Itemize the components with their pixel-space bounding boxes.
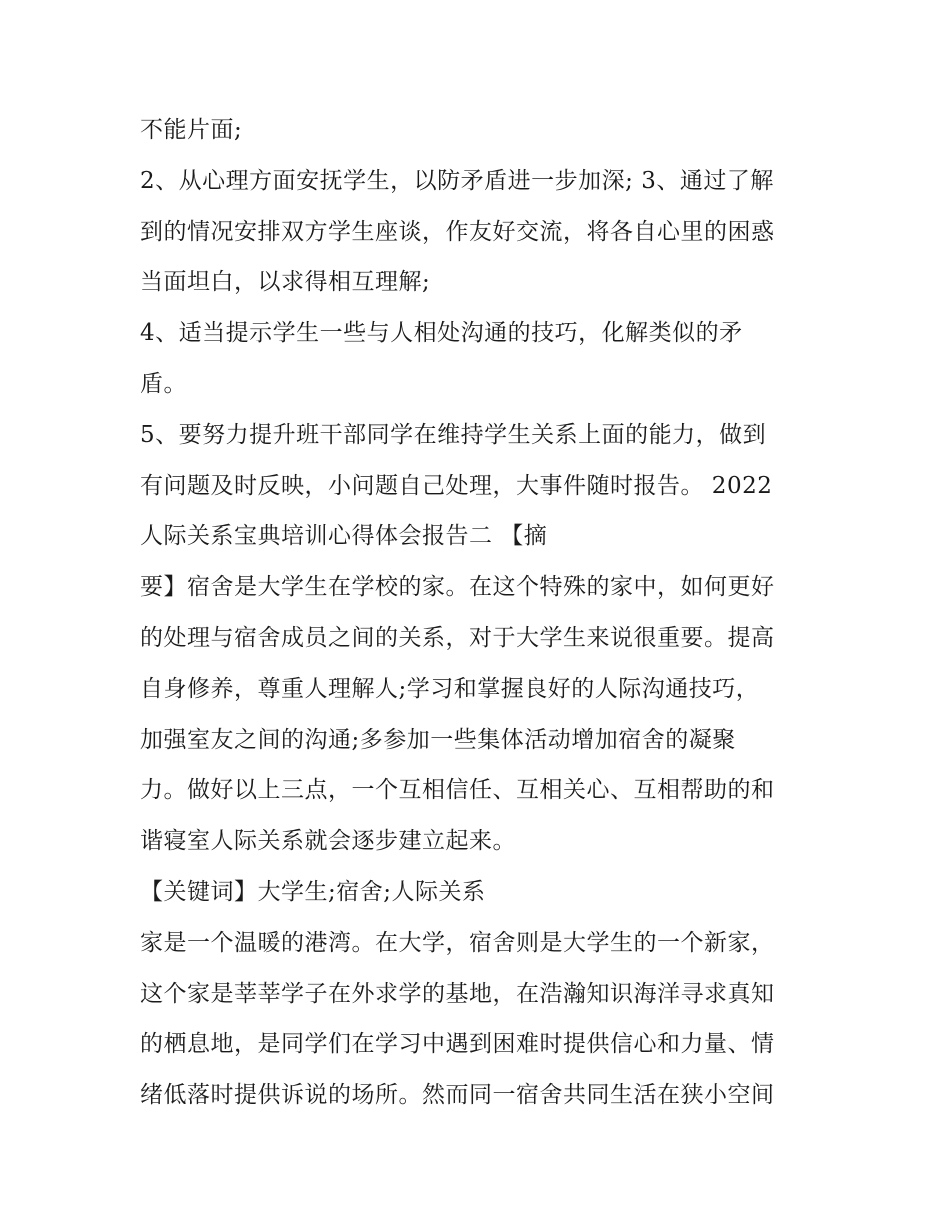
text-line: 当面坦白，以求得相互理解; — [140, 269, 431, 296]
text-line: 谐寝室人际关系就会逐步建立起来。 — [140, 828, 516, 855]
body-text — [140, 108, 830, 1124]
text-line: 力。做好以上三点，一个互相信任、互相关心、互相帮助的和 — [140, 777, 775, 804]
text-line: 【关键词】大学生;宿舍;人际关系 — [140, 878, 486, 905]
text-line: 要】宿舍是大学生在学校的家。在这个特殊的家中，如何更好 — [140, 574, 775, 601]
text-line: 绪低落时提供诉说的场所。然而同一宿舍共同生活在狭小空间 — [140, 1082, 775, 1109]
text-line: 人际关系宝典培训心得体会报告二 【摘 — [140, 523, 548, 550]
text-line: 5、要努力提升班干部同学在维持学生关系上面的能力，做到 — [140, 421, 767, 448]
text-line: 这个家是莘莘学子在外求学的基地，在浩瀚知识海洋寻求真知 — [140, 980, 775, 1007]
text-line: 到的情况安排双方学生座谈，作友好交流，将各自心里的困惑 — [140, 218, 775, 245]
text-line: 有问题及时反映，小问题自己处理，大事件随时报告。 2022 — [140, 472, 773, 499]
text-line: 2、从心理方面安抚学生，以防矛盾进一步加深; 3、通过了解 — [140, 167, 774, 194]
text-line: 加强室友之间的沟通;多参加一些集体活动增加宿舍的凝聚 — [140, 726, 736, 753]
text-line: 的处理与宿舍成员之间的关系，对于大学生来说很重要。提高 — [140, 624, 775, 651]
text-line: 的栖息地，是同学们在学习中遇到困难时提供信心和力量、情 — [140, 1031, 775, 1058]
text-line: 不能片面; — [140, 117, 243, 143]
text-line: 自身修养，尊重人理解人;学习和掌握良好的人际沟通技巧， — [140, 675, 760, 702]
text-line: 4、适当提示学生一些与人相处沟通的技巧，化解类似的矛 — [140, 320, 743, 347]
text-line: 盾。 — [140, 370, 187, 397]
text-line: 家是一个温暖的港湾。在大学，宿舍则是大学生的一个新家， — [140, 929, 775, 956]
